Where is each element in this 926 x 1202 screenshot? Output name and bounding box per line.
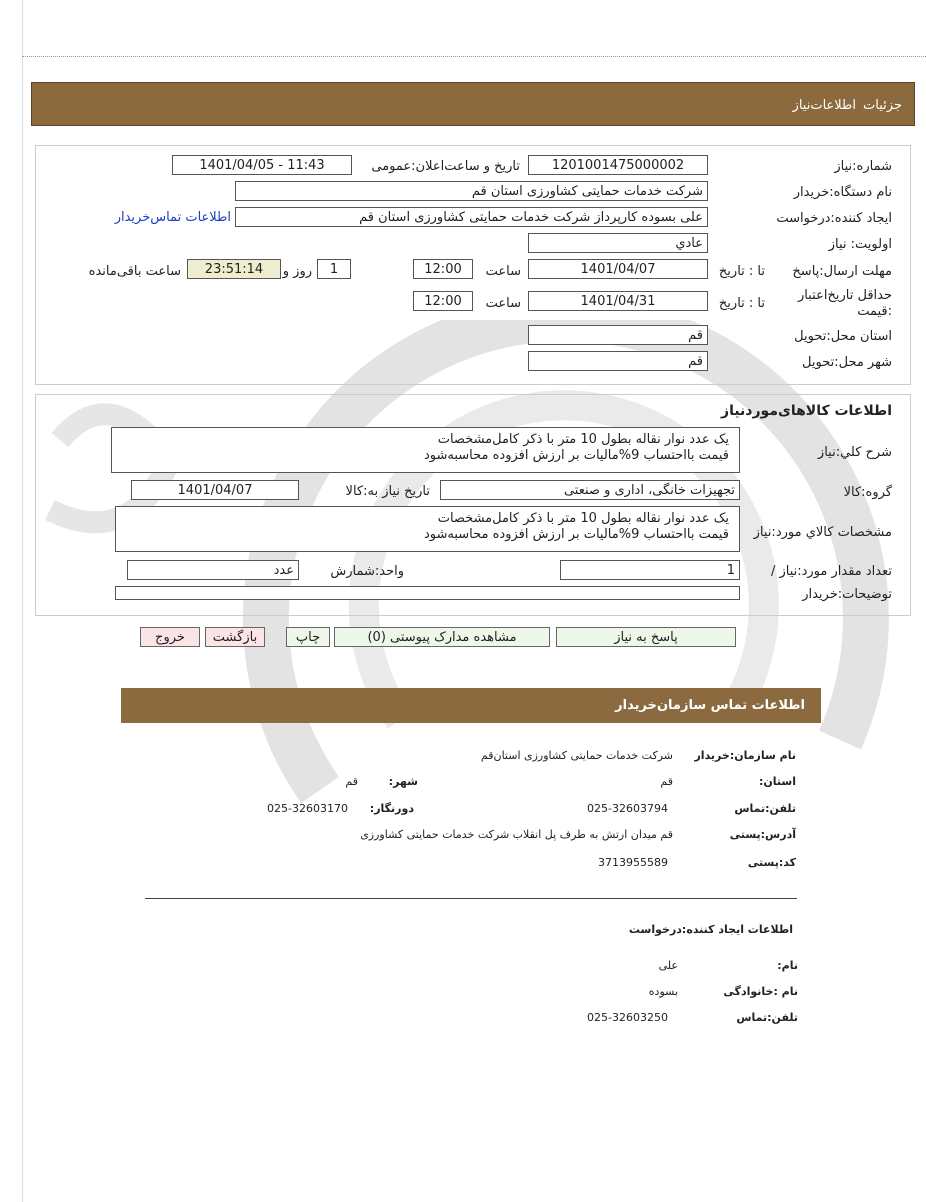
general-desc-line-1: یک عدد نوار نقاله بطول 10 متر با ذکر کامل‌مشخصات <box>437 432 729 447</box>
delivery-city-field: قم <box>528 351 708 371</box>
goods-spec-line-1: یک عدد نوار نقاله بطول 10 متر با ذکر کامل‌مشخصات <box>437 511 729 526</box>
deadline-date-field: 1401/04/07 <box>528 259 708 279</box>
goods-need-date-field: 1401/04/07 <box>131 480 299 500</box>
contact-city-label: :شهر <box>388 775 418 788</box>
print-button[interactable]: چاپ <box>286 627 330 647</box>
announce-date-label: تاریخ و ساعت‌اعلان:عمومی <box>371 159 520 174</box>
remaining-days-field: 1 <box>317 259 351 279</box>
unit-field: عدد <box>127 560 299 580</box>
remaining-time-field: 23:51:14 <box>187 259 281 279</box>
view-attachments-button[interactable]: مشاهده مدارک پیوستی (0) <box>334 627 550 647</box>
creator-family-label: نام :خانوادگی <box>723 985 798 998</box>
remaining-time-label: ساعت باقی‌مانده <box>88 264 181 279</box>
delivery-province-field: قم <box>528 325 708 345</box>
delivery-province-label: استان محل:تحویل <box>794 329 892 344</box>
deadline-to-date-label: تا : تاریخ <box>718 264 765 279</box>
section-divider <box>145 898 797 899</box>
request-creator-label: ایجاد کننده:درخواست <box>776 211 892 226</box>
need-number-label: شماره:نیاز <box>834 159 892 174</box>
quantity-label: / تعداد مقدار مورد:نیاز <box>770 564 892 579</box>
need-number-field: 1201001475000002 <box>528 155 708 175</box>
goods-spec-label: مشخصات کالاي مورد:نیاز <box>753 525 892 540</box>
goods-group-label: گروه:کالا <box>843 485 892 500</box>
header-bar <box>31 82 915 126</box>
postal-code-label: کد:پستی <box>747 856 796 869</box>
contact-province-value: قم <box>660 775 673 788</box>
buyer-org-label: نام دستگاه:خریدار <box>793 185 892 200</box>
creator-name-value: علی <box>658 959 678 972</box>
postal-code-value: 3713955589 <box>598 856 668 869</box>
buyer-notes-field <box>115 586 740 600</box>
remaining-days-label: روز و <box>282 264 312 279</box>
goods-section-title: اطلاعات کالاهای‌موردنیاز <box>721 403 892 419</box>
quantity-field: 1 <box>560 560 740 580</box>
request-creator-field: علی بسوده کارپرداز شرکت خدمات حمایتی کشاورزی استان قم <box>235 207 708 227</box>
buyer-contact-band <box>121 688 821 723</box>
postal-address-value: قم میدان ارتش به طرف پل انقلاب شرکت خدمات حمایتی کشاورزی <box>360 828 673 841</box>
buyer-contact-link[interactable]: اطلاعات تماس‌خریدار <box>114 210 231 225</box>
tab-need-info[interactable]: اطلاعات‌نیاز <box>792 98 856 113</box>
price-validity-label: حداقل تاریخ‌اعتبار :قیمت <box>798 288 892 319</box>
buyer-org-field: شرکت خدمات حمایتی کشاورزی استان قم <box>235 181 708 201</box>
goods-spec-line-2: قیمت بااحتساب 9%مالیات بر ارزش افزوده محاسبه‌شود <box>423 527 729 542</box>
validity-time-label: ساعت <box>485 296 521 311</box>
creator-info-title: اطلاعات ایجاد کننده:درخواست <box>628 923 793 936</box>
goods-spec-field <box>115 506 740 552</box>
buyer-notes-label: توضیحات:خریدار <box>802 587 892 602</box>
creator-family-value: بسوده <box>648 985 678 998</box>
priority-field: عادي <box>528 233 708 253</box>
top-dotted-divider <box>22 56 926 57</box>
exit-button[interactable]: خروج <box>140 627 200 647</box>
contact-fax-label: :دورنگار <box>369 802 414 815</box>
general-desc-field <box>111 427 740 473</box>
contact-fax-value: 025-32603170 <box>267 802 348 815</box>
creator-phone-label: تلفن:تماس <box>736 1011 798 1024</box>
contact-province-label: :استان <box>758 775 796 788</box>
goods-need-date-label: تاریخ نیاز به:کالا <box>345 484 430 499</box>
deadline-time-label: ساعت <box>485 264 521 279</box>
unit-label: واحد:شمارش <box>330 564 404 579</box>
contact-phone-value: 025-32603794 <box>587 802 668 815</box>
buyer-contact-title: اطلاعات تماس سازمان‌خریدار <box>615 698 805 713</box>
contact-phone-label: تلفن:تماس <box>734 802 796 815</box>
validity-time-field: 12:00 <box>413 291 473 311</box>
left-border-line <box>22 0 23 1202</box>
respond-button[interactable]: پاسخ به نیاز <box>556 627 736 647</box>
org-name-value: شرکت خدمات حمایتی کشاورزی استان‌قم <box>480 749 673 762</box>
tab-details[interactable]: جزئیات <box>863 98 902 113</box>
general-desc-label: شرح کلي:نیاز <box>817 445 892 460</box>
validity-to-date-label: تا : تاریخ <box>718 296 765 311</box>
priority-label: اولویت: نیاز <box>828 237 892 252</box>
validity-date-field: 1401/04/31 <box>528 291 708 311</box>
announce-date-field: 1401/04/05 - 11:43 <box>172 155 352 175</box>
postal-address-label: آدرس:پستی <box>729 828 796 841</box>
deadline-time-field: 12:00 <box>413 259 473 279</box>
creator-name-label: :نام <box>777 959 798 972</box>
creator-phone-value: 025-32603250 <box>587 1011 668 1024</box>
goods-group-field: تجهیزات خانگی، اداری و صنعتی <box>440 480 740 500</box>
general-desc-line-2: قیمت بااحتساب 9%مالیات بر ارزش افزوده محاسبه‌شود <box>423 448 729 463</box>
delivery-city-label: شهر محل:تحویل <box>802 355 892 370</box>
org-name-label: نام سازمان:خریدار <box>694 749 796 762</box>
deadline-label: مهلت ارسال:پاسخ <box>792 264 892 279</box>
back-button[interactable]: بازگشت <box>205 627 265 647</box>
contact-city-value: قم <box>345 775 358 788</box>
